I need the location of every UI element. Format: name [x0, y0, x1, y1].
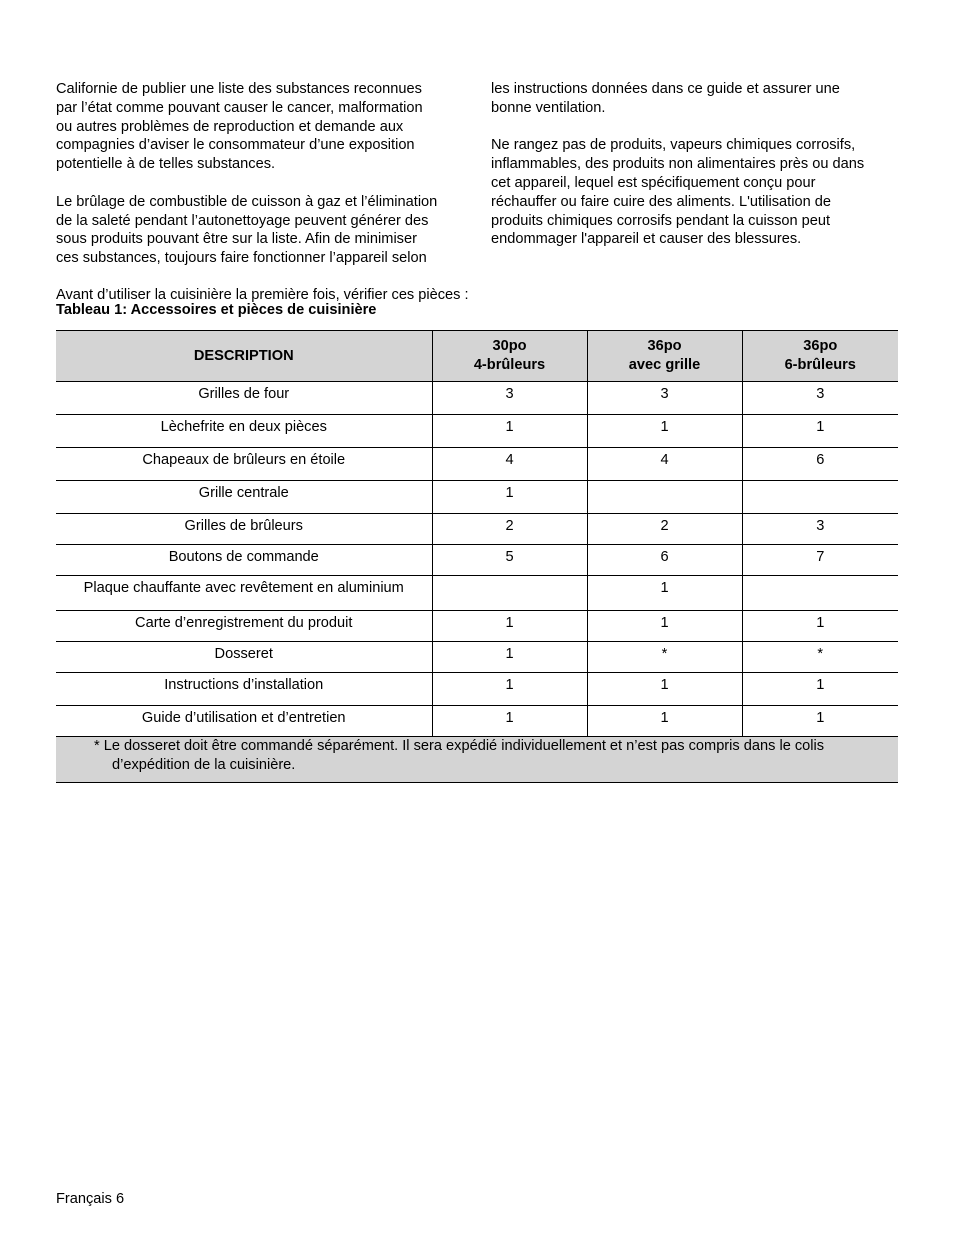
- table-cell: 1: [432, 611, 587, 642]
- table-cell: 3: [742, 514, 898, 545]
- table-cell: 1: [432, 481, 587, 514]
- table-cell: 4: [587, 448, 742, 481]
- table-row: [56, 415, 898, 448]
- table-cell: Guide d’utilisation et d’entretien: [56, 706, 432, 737]
- table-cell: 2: [587, 514, 742, 545]
- table-cell: 3: [432, 382, 587, 415]
- table-cell: 1: [432, 673, 587, 706]
- table-cell: 1: [432, 642, 587, 673]
- table-cell: 1: [587, 611, 742, 642]
- table-cell: Grille centrale: [56, 481, 432, 514]
- table-cell: 6: [742, 448, 898, 481]
- table-cell: 1: [742, 415, 898, 448]
- table-row: [56, 448, 898, 481]
- table-cell: Grilles de brûleurs: [56, 514, 432, 545]
- table-row: [56, 642, 898, 673]
- table-cell: 7: [742, 545, 898, 576]
- paragraph: Californie de publier une liste des substances reconnues par l’état comme pouvant causer le cancer, malformation ou autres problèmes de reproduction et demande aux compagnies d’aviser le consommateur d’une exposition potentielle à de telles substances.: [56, 81, 423, 173]
- table-row: [56, 514, 898, 545]
- table-cell: 2: [432, 514, 587, 545]
- paragraph: Ne rangez pas de produits, vapeurs chimiques corrosifs, inflammables, des produits non alimentaires près ou dans cet appareil, lequel est spécifiquement conçu pour réchauffer ou faire cuire des aliments. L'utilisation de produits chimiques corrosifs pendant la cuisson peut endommager l'appareil et causer des blessures.: [491, 137, 865, 248]
- table-cell: Boutons de commande: [56, 545, 432, 576]
- table-cell: 1: [432, 706, 587, 737]
- paragraph: les instructions données dans ce guide et assurer une bonne ventilation.: [491, 81, 840, 116]
- table-cell: Lèchefrite en deux pièces: [56, 415, 432, 448]
- table-cell: *: [587, 642, 742, 673]
- table-cell: Plaque chauffante avec revêtement en aluminium: [56, 576, 432, 611]
- left-column: [56, 80, 466, 287]
- page-footer: Français 6: [56, 1191, 125, 1207]
- table-cell: 1: [587, 673, 742, 706]
- table-cell: [432, 576, 587, 611]
- table-row: [56, 545, 898, 576]
- table-cell: Instructions d’installation: [56, 673, 432, 706]
- table-cell: Chapeaux de brûleurs en étoile: [56, 448, 432, 481]
- table-cell: 5: [432, 545, 587, 576]
- parts-table: [56, 330, 898, 783]
- table-cell: Grilles de four: [56, 382, 432, 415]
- table-cell: [742, 481, 898, 514]
- table-cell: [587, 481, 742, 514]
- table-header-row: [56, 331, 898, 382]
- table-cell: *: [742, 642, 898, 673]
- table-row: [56, 706, 898, 737]
- table-cell: 1: [587, 706, 742, 737]
- table-cell: 3: [587, 382, 742, 415]
- table-cell: Carte d’enregistrement du produit: [56, 611, 432, 642]
- table-cell: 1: [587, 576, 742, 611]
- table-note-row: [56, 737, 898, 783]
- intro-text: Avant d’utiliser la cuisinière la première fois, vérifier ces pièces :: [56, 287, 469, 303]
- table-cell: 1: [742, 673, 898, 706]
- table-cell: 6: [587, 545, 742, 576]
- table-caption: Tableau 1: Accessoires et pièces de cuisinière: [56, 302, 377, 318]
- header-36-6: 36po 6-brûleurs: [742, 331, 898, 382]
- table-cell: 4: [432, 448, 587, 481]
- table-cell: 3: [742, 382, 898, 415]
- table-row: [56, 576, 898, 611]
- right-column: [491, 80, 901, 268]
- header-30-4: 30po 4-brûleurs: [432, 331, 587, 382]
- header-36-grille: 36po avec grille: [587, 331, 742, 382]
- table-cell: 1: [587, 415, 742, 448]
- paragraph: Le brûlage de combustible de cuisson à gaz et l’élimination de la saleté pendant l’autonettoyage peuvent générer des sous produits pouvant être sur la liste. Afin de minimiser ces substances, toujours faire fonctionner l’appareil selon: [56, 193, 438, 267]
- table-footnote: * Le dosseret doit être commandé séparément. Il sera expédié individuellement et n’est pas compris dans le colis d’expédition de la cuisinière.: [56, 737, 898, 783]
- table-cell: [742, 576, 898, 611]
- table-cell: 1: [742, 611, 898, 642]
- table-row: [56, 673, 898, 706]
- table-row: [56, 481, 898, 514]
- table-row: [56, 611, 898, 642]
- table-cell: Dosseret: [56, 642, 432, 673]
- header-description: DESCRIPTION: [56, 331, 432, 382]
- table-row: [56, 382, 898, 415]
- table-cell: 1: [742, 706, 898, 737]
- table-cell: 1: [432, 415, 587, 448]
